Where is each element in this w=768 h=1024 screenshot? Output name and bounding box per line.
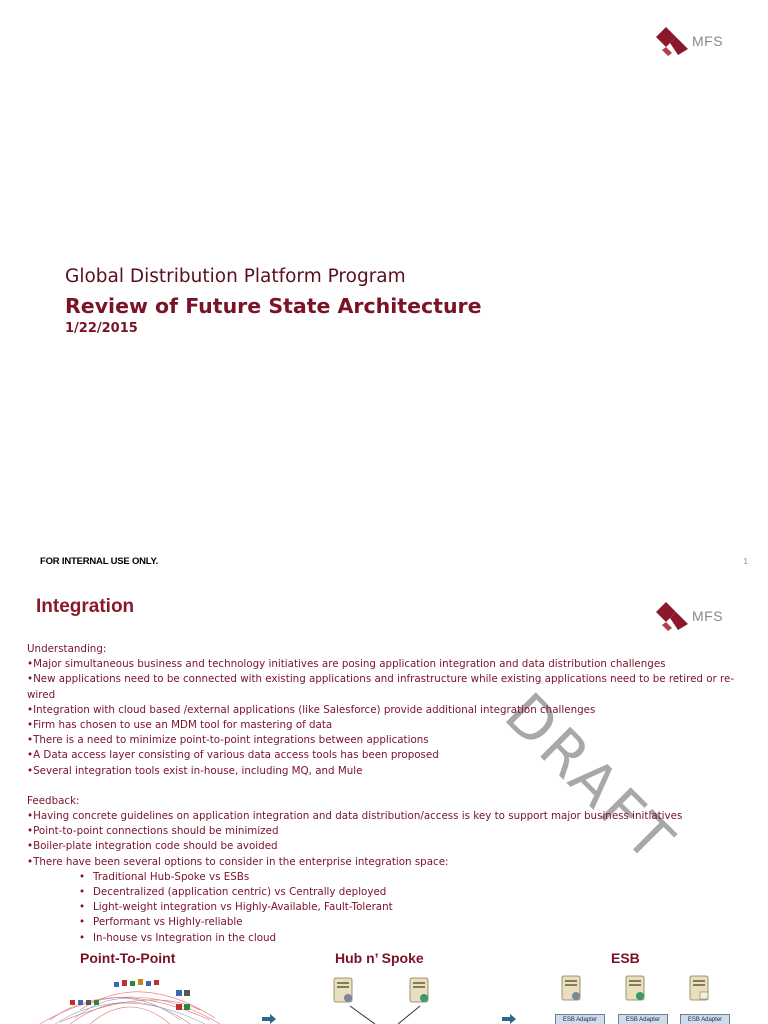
- understanding-label: Understanding:: [27, 643, 107, 655]
- server-icon: [690, 976, 708, 1000]
- slide-heading: Integration: [36, 596, 135, 617]
- arrow-right-icon: [262, 1014, 276, 1024]
- program-name: Global Distribution Platform Program: [65, 266, 406, 287]
- integration-option: • Traditional Hub-Spoke vs ESBs: [79, 870, 747, 885]
- esb-diagram: [556, 972, 736, 1012]
- understanding-item: •Integration with cloud based /external applications (like Salesforce) provide additional integration challenges: [27, 703, 596, 716]
- understanding-item: •Several integration tools exist in-house, including MQ, and Mule: [27, 764, 363, 777]
- mfs-logo: [656, 600, 723, 632]
- feedback-item: •Boiler-plate integration code should be avoided: [27, 840, 278, 853]
- server-icon: [562, 976, 580, 1000]
- draft-watermark: DRAFT: [491, 680, 689, 877]
- mfs-logo-text: MFS: [692, 33, 724, 49]
- internal-use-footer: FOR INTERNAL USE ONLY.: [40, 556, 159, 567]
- server-icon: [626, 976, 644, 1000]
- esb-adapter: ESB Adapter: [618, 1014, 668, 1024]
- slide-title: Review of Future State Architecture: [65, 294, 482, 318]
- esb-label: ESB: [611, 950, 640, 966]
- mfs-logo-icon: [656, 600, 690, 632]
- integration-slide: [0, 576, 768, 1024]
- server-icon: [410, 978, 428, 1002]
- feedback-item: •Point-to-point connections should be minimized: [27, 825, 279, 838]
- hub-spoke-diagram: [320, 972, 450, 1024]
- slide-body: [27, 642, 747, 946]
- understanding-item: •Firm has chosen to use an MDM tool for mastering of data: [27, 719, 333, 732]
- understanding-item: •New applications need to be connected with existing applications and infrastructure while existing applications need to be retired or re-wired: [27, 673, 735, 701]
- feedback-item: •Having concrete guidelines on application integration and data distribution/access is key to support major business initiatives: [27, 810, 683, 823]
- point-to-point-diagram: [30, 970, 230, 1024]
- slide-date: 1/22/2015: [65, 321, 138, 336]
- mfs-logo-icon: [656, 25, 690, 57]
- feedback-label: Feedback:: [27, 794, 80, 807]
- esb-adapter: ESB Adapter: [680, 1014, 730, 1024]
- integration-options-list: [27, 870, 747, 946]
- mfs-logo-text: MFS: [692, 608, 724, 624]
- integration-option: • In-house vs Integration in the cloud: [79, 931, 747, 946]
- hub-spoke-label: Hub n’ Spoke: [335, 950, 424, 966]
- integration-option: • Light-weight integration vs Highly-Available, Fault-Tolerant: [79, 900, 747, 915]
- understanding-item: •There is a need to minimize point-to-point integrations between applications: [27, 734, 429, 747]
- understanding-item: •Major simultaneous business and technology initiatives are posing application integration and data distribution challenges: [27, 658, 666, 671]
- arrow-right-icon: [502, 1014, 516, 1024]
- point-to-point-label: Point-To-Point: [80, 950, 176, 966]
- server-icon: [334, 978, 352, 1002]
- esb-adapter: ESB Adapter: [555, 1014, 605, 1024]
- feedback-item: •There have been several options to consider in the enterprise integration space:: [27, 855, 449, 868]
- integration-option: • Decentralized (application centric) vs Centrally deployed: [79, 885, 747, 900]
- understanding-item: •A Data access layer consisting of various data access tools has been proposed: [27, 749, 439, 762]
- integration-option: • Performant vs Highly-reliable: [79, 915, 747, 930]
- page-number: 1: [743, 557, 748, 566]
- mfs-logo: [656, 25, 723, 57]
